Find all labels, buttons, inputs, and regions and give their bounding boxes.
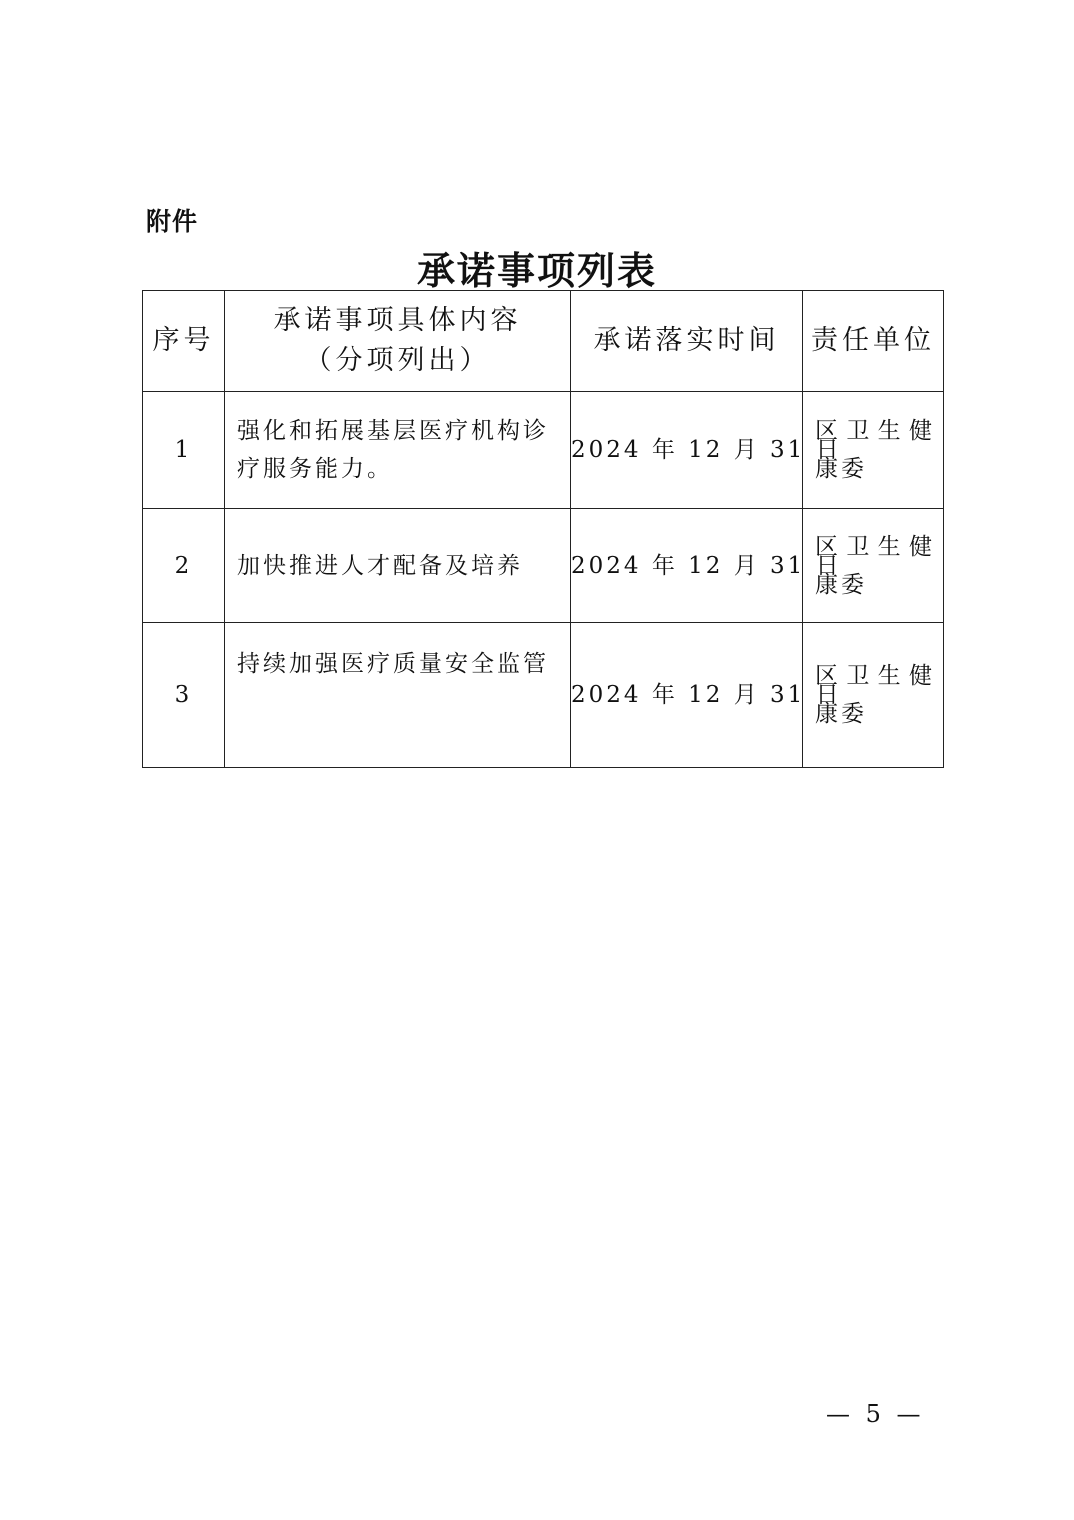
row-index: 3	[143, 623, 225, 768]
row-index: 2	[143, 509, 225, 623]
attachment-label: 附件	[146, 207, 199, 236]
row-unit: 区卫生健康委	[803, 623, 944, 768]
row-content: 强化和拓展基层医疗机构诊疗服务能力。	[225, 392, 571, 509]
header-unit: 责任单位	[803, 291, 944, 392]
table-row	[143, 509, 944, 623]
row-content: 持续加强医疗质量安全监管	[225, 623, 571, 768]
page-title: 承诺事项列表	[416, 248, 657, 293]
row-content: 加快推进人才配备及培养	[225, 509, 571, 623]
page-number: — 5 —	[826, 1400, 925, 1428]
table-row	[143, 392, 944, 509]
header-content-line2: （分项列出）	[304, 345, 491, 376]
table-row	[143, 623, 944, 768]
row-unit: 区卫生健康委	[803, 392, 944, 509]
row-unit: 区卫生健康委	[803, 509, 944, 623]
row-time: 2024 年 12 月 31 日	[571, 509, 803, 623]
header-index: 序号	[143, 291, 225, 392]
commitment-table	[142, 290, 944, 768]
row-time: 2024 年 12 月 31 日	[571, 392, 803, 509]
table-header-row	[143, 291, 944, 392]
header-content	[225, 291, 571, 392]
row-index: 1	[143, 392, 225, 509]
header-content-line1: 承诺事项具体内容	[273, 305, 522, 336]
row-time: 2024 年 12 月 31 日	[571, 623, 803, 768]
header-time: 承诺落实时间	[571, 291, 803, 392]
